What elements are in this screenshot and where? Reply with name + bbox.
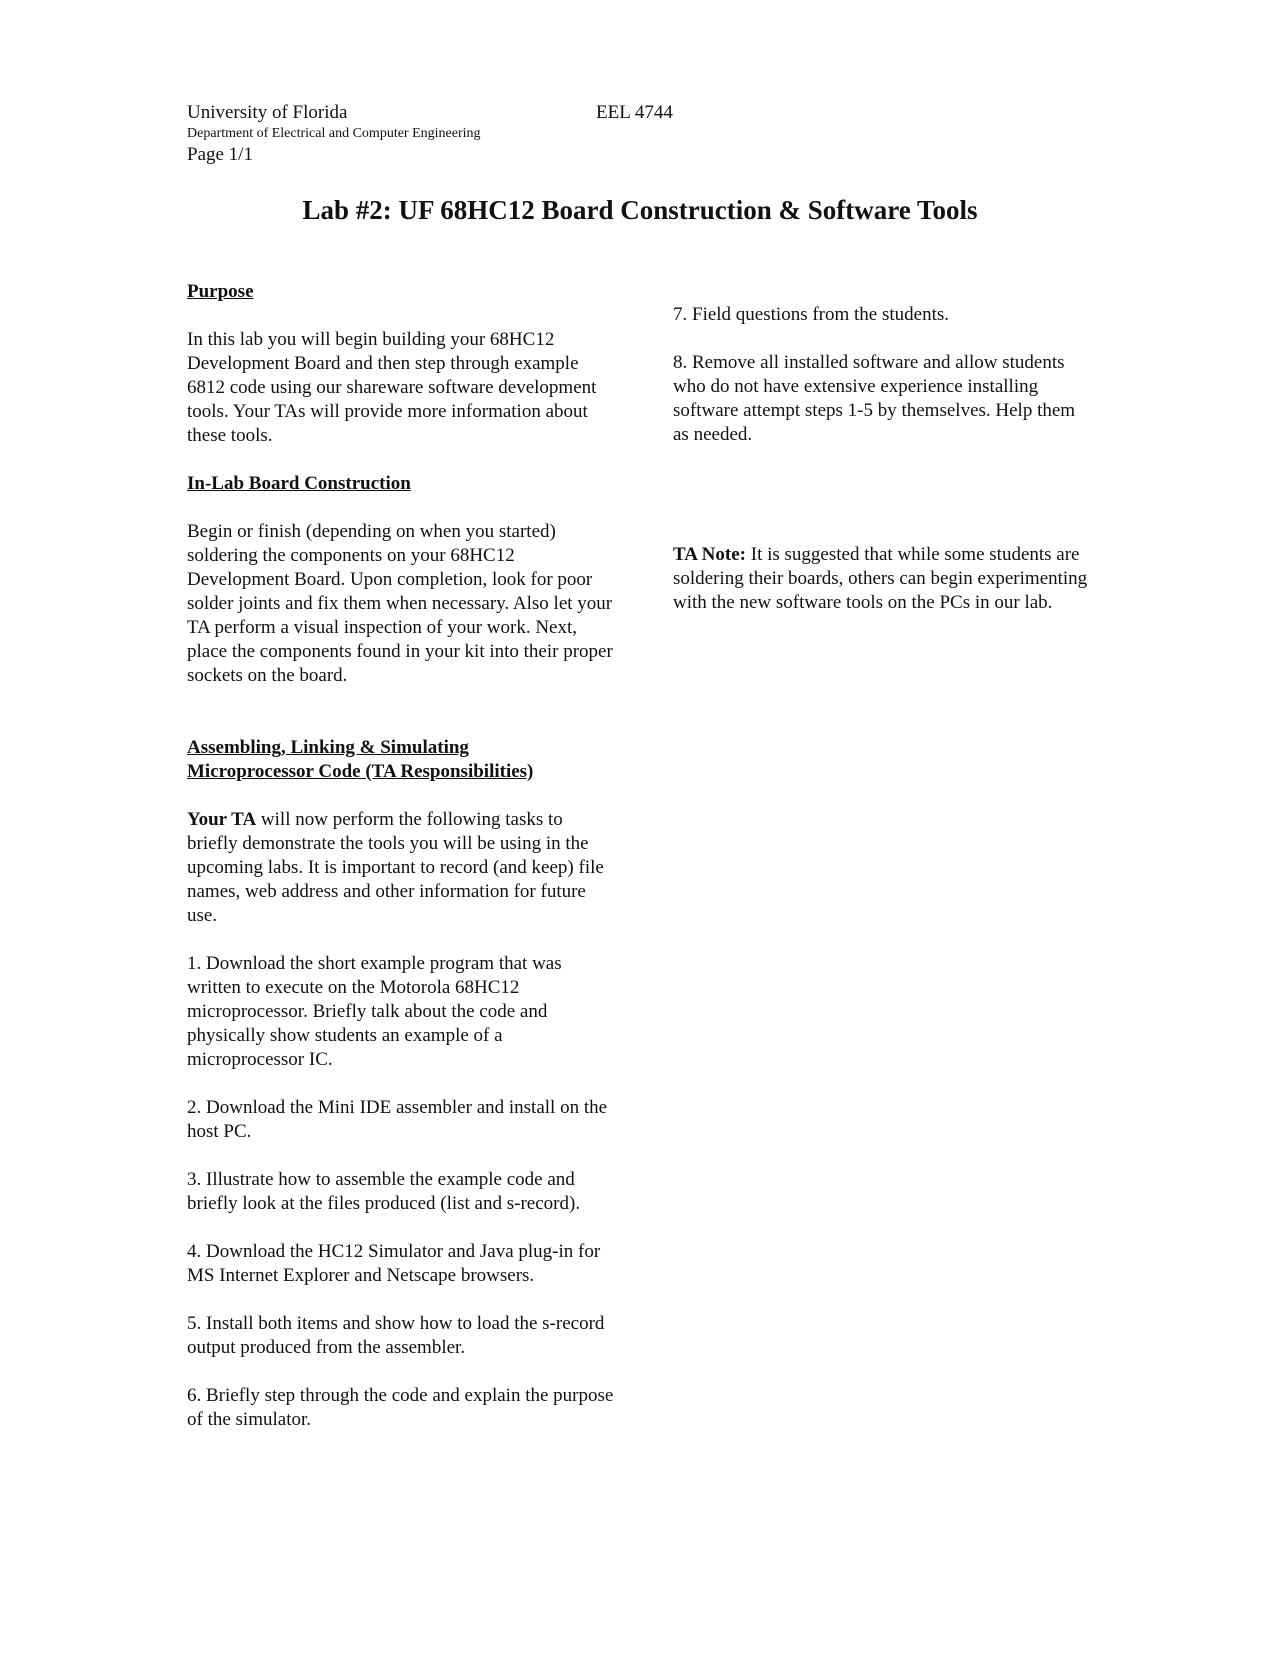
left-column (187, 280, 617, 1432)
step-5: 5. Install both items and show how to load the s-record output produced from the assembler. (187, 1313, 605, 1358)
step-3: 3. Illustrate how to assemble the example code and briefly look at the files produced (list and s-record). (187, 1169, 581, 1214)
step-7: 7. Field questions from the students. (673, 304, 950, 325)
ta-paragraph-text: will now perform the following tasks to briefly demonstrate the tools you will be using in the upcoming labs. It is important to record (and keep) file names, web address and other information for future use. (187, 809, 604, 926)
purpose-paragraph: In this lab you will begin building your 68HC12 Development Board and then step through example 6812 code using our shareware software development tools. Your TAs will provide more information about these tools. (187, 329, 597, 446)
construction-paragraph: Begin or finish (depending on when you started) soldering the components on your 68HC12 Development Board. Upon completion, look for poor solder joints and fix them when necessary. Also let your TA perform a visual inspection of your work. Next, place the components found in your kit into their proper sockets on the board. (187, 521, 613, 686)
ta-note-text: It is suggested that while some students are soldering their boards, others can begin experimenting with the new software tools on the PCs in our lab. (673, 544, 1088, 613)
right-column (673, 303, 1093, 615)
step-1: 1. Download the short example program that was written to execute on the Motorola 68HC12 microprocessor. Briefly talk about the code and physically show students an example of a microprocessor IC. (187, 953, 562, 1070)
ta-note-label: TA Note: (673, 544, 746, 565)
page-number: Page 1/1 (187, 144, 253, 165)
step-6: 6. Briefly step through the code and explain the purpose of the simulator. (187, 1385, 614, 1430)
university-name: University of Florida (187, 102, 348, 123)
ta-note (673, 543, 1093, 615)
step-4: 4. Download the HC12 Simulator and Java plug-in for MS Internet Explorer and Netscape browsers. (187, 1241, 601, 1286)
ta-bold-label: Your TA (187, 809, 257, 830)
step-2: 2. Download the Mini IDE assembler and install on the host PC. (187, 1097, 608, 1142)
course-code: EEL 4744 (596, 102, 673, 123)
ta-paragraph (187, 808, 617, 928)
assembling-heading-line-1: Assembling, Linking & Simulating (187, 737, 469, 758)
document-title: Lab #2: UF 68HC12 Board Construction & Software Tools (302, 195, 978, 225)
purpose-heading: Purpose (187, 281, 254, 302)
department-name: Department of Electrical and Computer Engineering (187, 126, 481, 141)
construction-heading: In-Lab Board Construction (187, 473, 411, 494)
step-8: 8. Remove all installed software and allow students who do not have extensive experience installing software attempt steps 1-5 by themselves. Help them as needed. (673, 352, 1076, 445)
document-header (187, 102, 481, 166)
assembling-heading-line-2: Microprocessor Code (TA Responsibilities) (187, 761, 534, 782)
